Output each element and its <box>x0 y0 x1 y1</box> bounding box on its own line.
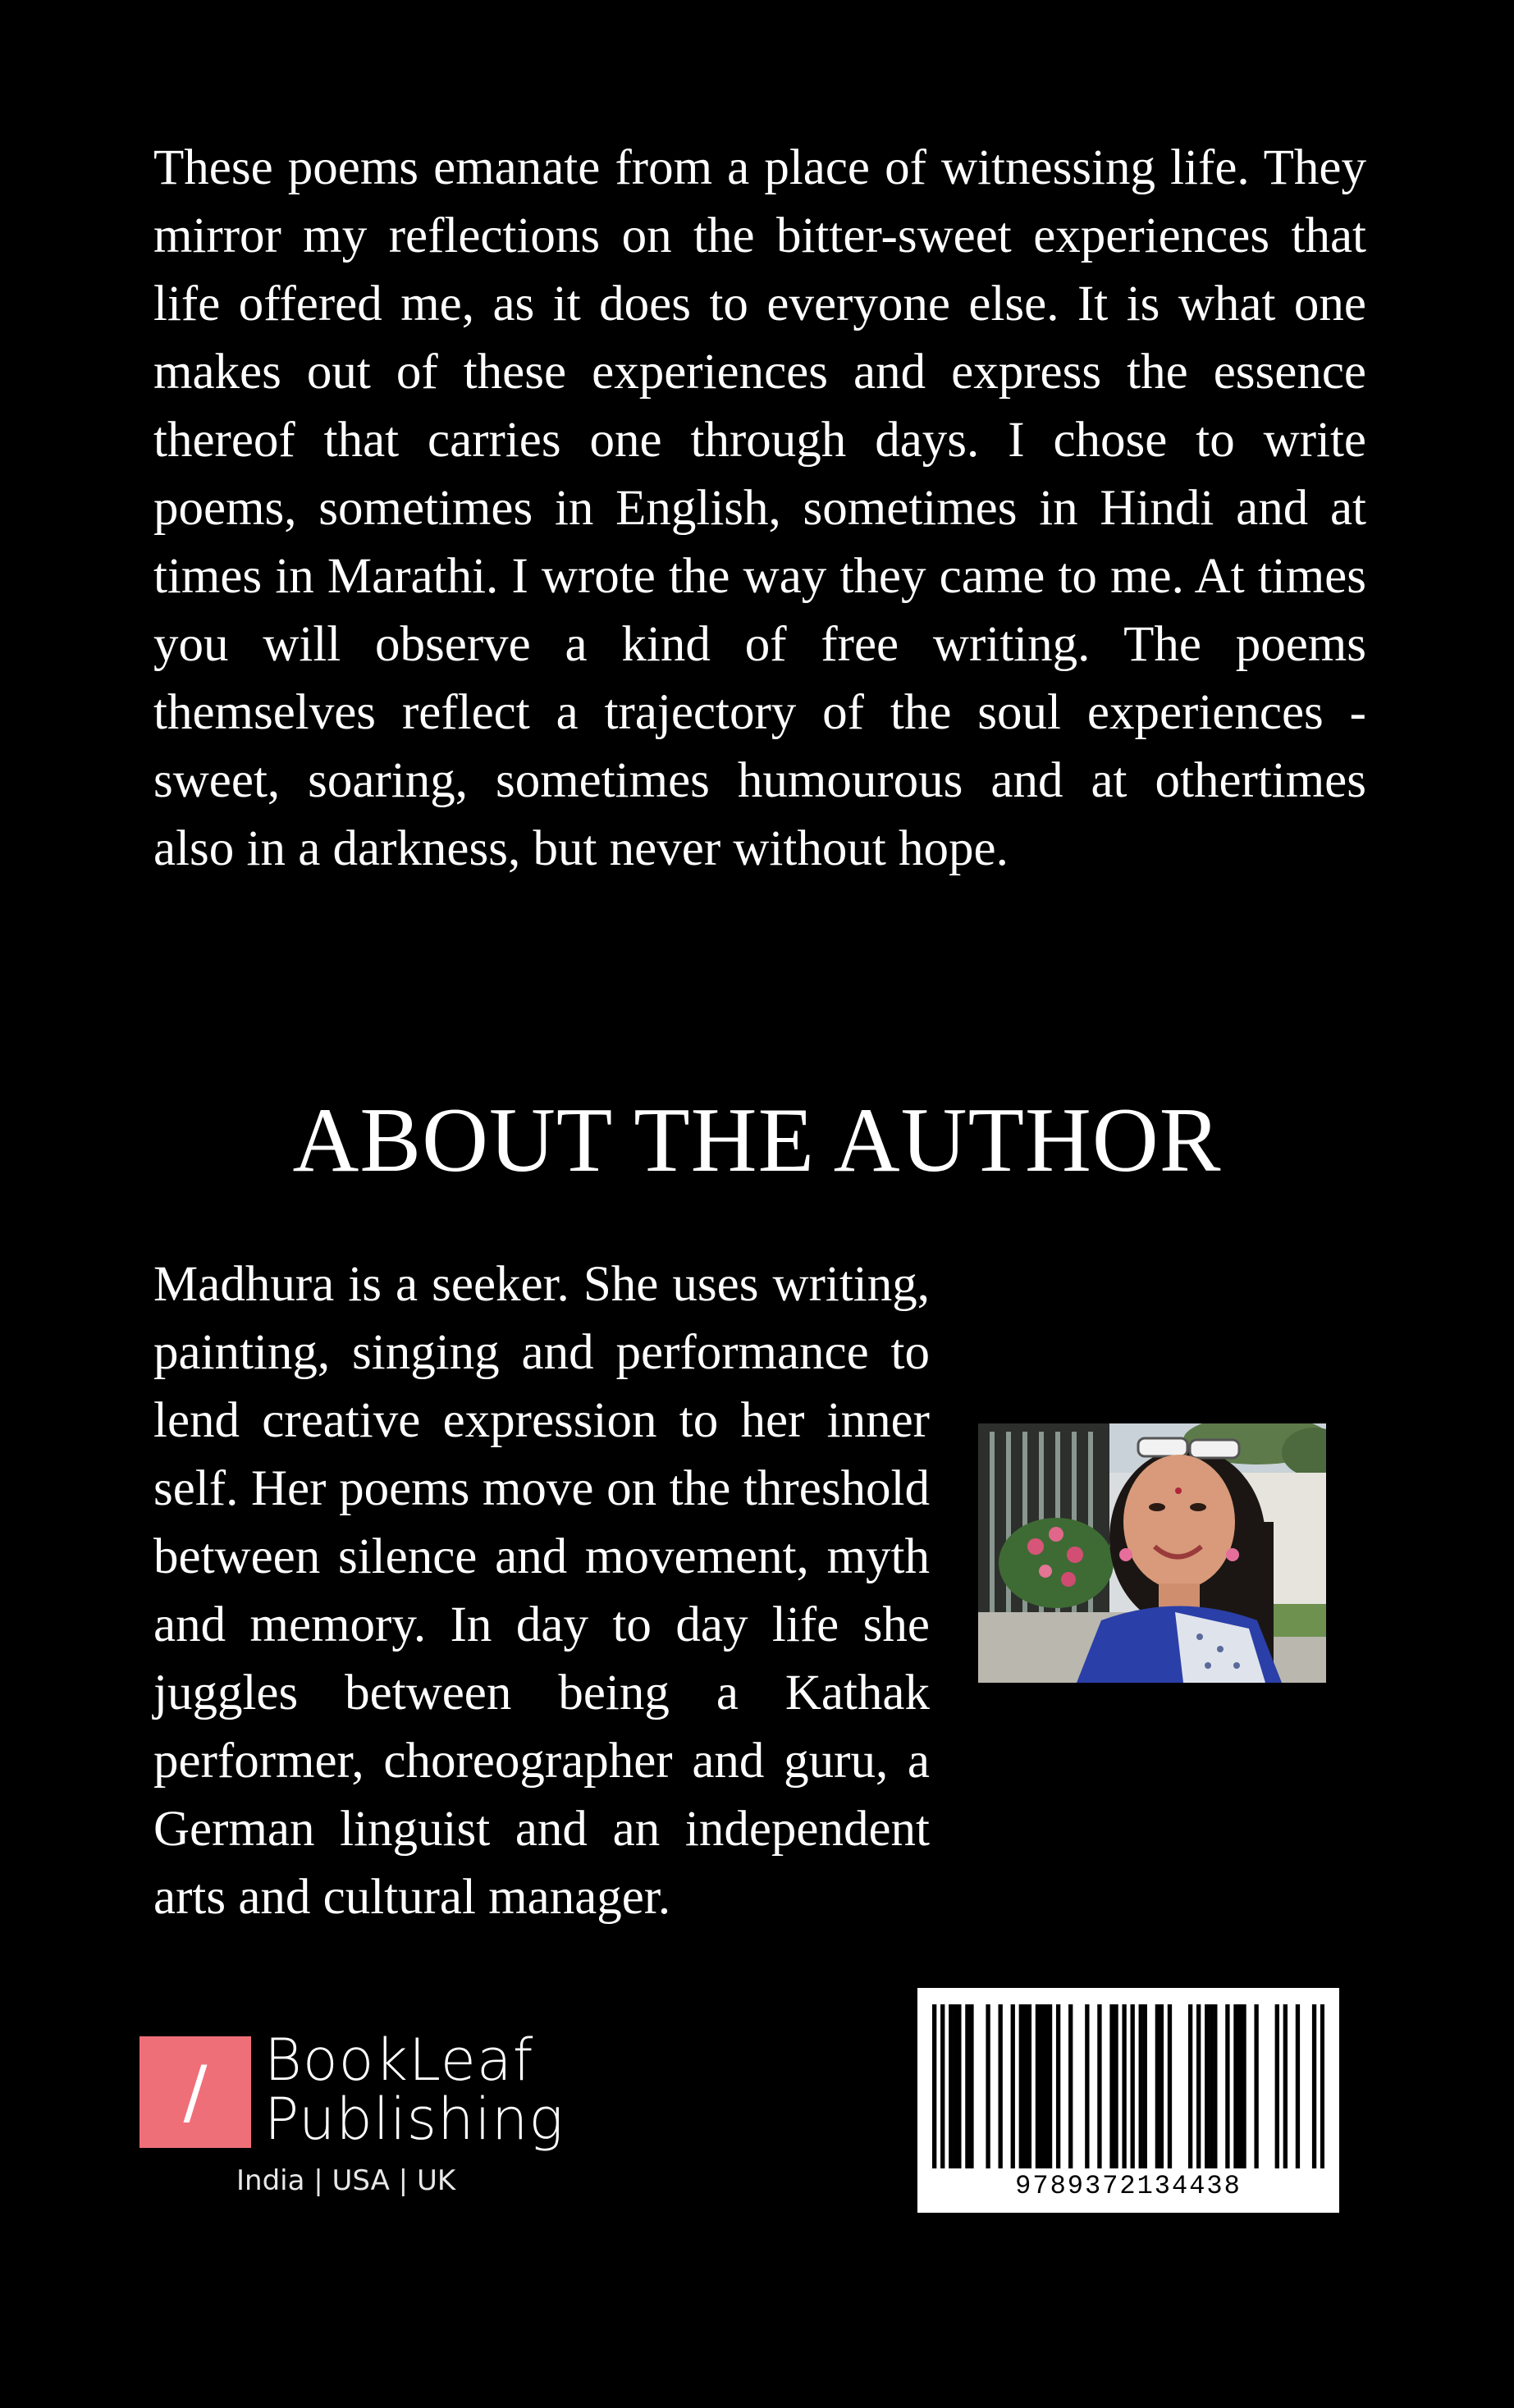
barcode-bar <box>1122 2004 1126 2168</box>
author-photo <box>978 1423 1326 1683</box>
barcode-bar <box>965 2004 969 2168</box>
barcode-bar <box>1188 2004 1192 2168</box>
publisher-name-line1: BookLeaf <box>264 2026 534 2094</box>
barcode-bar <box>1296 2004 1300 2168</box>
barcode-bar <box>1040 2004 1044 2168</box>
barcode-bar <box>1085 2004 1089 2168</box>
barcode-bar <box>1275 2004 1279 2168</box>
barcode-bar <box>1233 2004 1237 2168</box>
barcode-bar <box>1143 2004 1147 2168</box>
isbn-number: 9789372134438 <box>1015 2171 1242 2201</box>
logo-mark: / <box>183 2051 208 2133</box>
barcode-bar <box>1225 2004 1229 2168</box>
barcode-bar <box>1237 2004 1242 2168</box>
barcode-bar <box>1155 2004 1160 2168</box>
author-bio: Madhura is a seeker. She uses writing, painting, singing and performance to lend creative expression to her inner self. Her poems move on the threshold between silence and movement, myth and memory. In day to day life she juggles between being a Kathak performer, choreographer and guru, a German linguist and an independent arts and cultural manager. <box>153 1257 930 1925</box>
barcode-bar <box>1011 2004 1015 2168</box>
publisher-logo <box>140 2026 565 2197</box>
barcode-bar <box>1213 2004 1217 2168</box>
barcode-bar <box>1168 2004 1172 2168</box>
barcode-bar <box>940 2004 945 2168</box>
barcode-bar <box>986 2004 990 2168</box>
about-author-heading: ABOUT THE AUTHOR <box>292 1090 1222 1191</box>
barcode-bar <box>1097 2004 1101 2168</box>
barcode-bar <box>1027 2004 1031 2168</box>
barcode-bar <box>1056 2004 1060 2168</box>
barcode-bar <box>1114 2004 1118 2168</box>
logo-slash-icon <box>140 2036 251 2148</box>
barcode-bar <box>1283 2004 1288 2168</box>
barcode-bar <box>1254 2004 1258 2168</box>
barcode-bar <box>999 2004 1003 2168</box>
barcode-bar <box>1131 2004 1135 2168</box>
barcode-bar <box>953 2004 957 2168</box>
publisher-countries: India | USA | UK <box>236 2164 456 2197</box>
barcode-bar <box>1312 2004 1316 2168</box>
barcode-bar <box>957 2004 961 2168</box>
barcode-bar <box>1160 2004 1164 2168</box>
barcode-bar <box>1036 2004 1040 2168</box>
back-cover-blurb: These poems emanate from a place of witnessing life. They mirror my reflections on the bitter-sweet experiences that life offered me, as it does to everyone else. It is what one makes out of these experiences and express the essence thereof that carries one through days. I chose to write poems, sometimes in English, sometimes in Hindi and at times in Marathi. I wrote the way they came to me. At times you will observe a kind of free writing. The poems themselves reflect a trajectory of the soul experiences - sweet, soaring, sometimes humourous and at othertimes also in a darkness, but never without hope. <box>153 140 1366 876</box>
barcode-bar <box>1205 2004 1209 2168</box>
barcode-icon <box>932 2004 1324 2168</box>
barcode-bar <box>1044 2004 1048 2168</box>
barcode-bar <box>1242 2004 1246 2168</box>
barcode-bar <box>1019 2004 1023 2168</box>
barcode-bar <box>949 2004 953 2168</box>
isbn-barcode <box>917 1988 1339 2213</box>
barcode-bar <box>1109 2004 1114 2168</box>
barcode-bar <box>969 2004 973 2168</box>
barcode-bar <box>1139 2004 1143 2168</box>
barcode-bar <box>1023 2004 1027 2168</box>
barcode-bar <box>1068 2004 1073 2168</box>
publisher-name-line2: Publishing <box>264 2086 565 2153</box>
barcode-bar <box>1048 2004 1052 2168</box>
barcode-bar <box>1196 2004 1201 2168</box>
barcode-bar <box>1209 2004 1213 2168</box>
barcode-bar <box>932 2004 936 2168</box>
barcode-bar <box>1320 2004 1324 2168</box>
